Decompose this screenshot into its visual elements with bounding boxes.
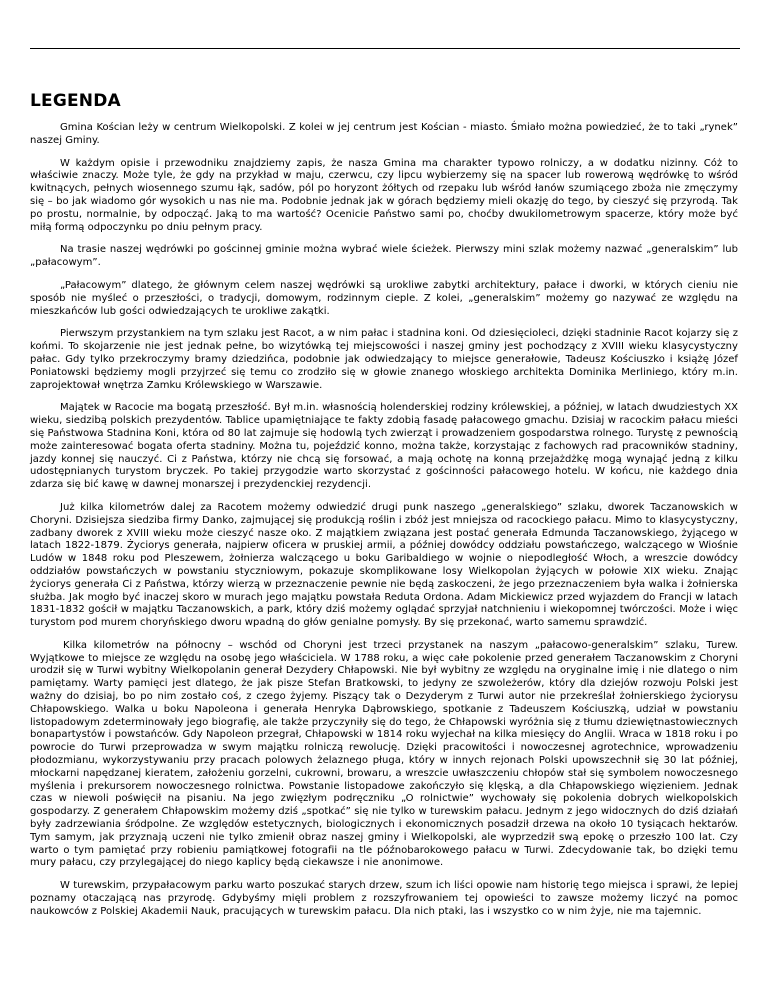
paragraph-8: Kilka kilometrów na północny – wschód od Choryni jest trzeci przystanek na naszym „pałacowo-generalskim” szlaku, Turew. Wyjątkowe to miejsce ze względu na osobę jego właściciela. W 1788 roku, a więc całe pokolenie przed generałem Taczanowskim z Choryni urodził się w Turwi wybitny Wielkopolanin generał Dezydery Chłapowski. Nie był wybitny ze względu na oryginalne imię i nie dlatego o nim pamiętamy. Warty pamięci jest dlatego, że jak pisze Stefan Bratkowski, to jedyny ze szwoleżerów, który dla dziejów rozwoju Polski jest ważny do dzisiaj, bo po nim zostało coś, z czego żyjemy. Piszący tak o Dezyderym z Turwi autor nie przekreślał żołnierskiego życiorysu Chłapowskiego. Walka u boku Napoleona i generała Henryka Dąbrowskiego, spotkanie z Tadeuszem Kościuszką, udział w powstaniu listopadowym zdeterminowały jego biografię, ale także przyczyniły się do tego, że Chłapowski wyróżnia się z tłumu dziewiętnastowiecznych bonapartystów i powstańców. Gdy Napoleon przegrał, Chłapowski w 1814 roku wyjechał na kilka miesięcy do Anglii. Wraca w 1818 roku i po powrocie do Turwi przeprowadza w swym majątku rolniczą rewolucję. Dzięki pracowitości i nowoczesnej agrotechnice, wprowadzeniu płodozmianu, wykorzystywaniu przy pracach polowych żelaznego pługa, który w innych rejonach Polski upowszechnił się 30 lat później, młockarni napędzanej kieratem, założeniu gorzelni, cukrowni, browaru, a wreszcie uwłaszczeniu chłopów stał się symbolem nowoczesnego myślenia i prekursorem nowoczesnego rolnictwa. Powstanie listopadowe zakończyło się klęską, a dla Chłapowskiego więzieniem. Jednak czas w niewoli poświęcił na pisaniu. Na jego zwięzłym podręczniku „O rolnictwie” wychowały się pokolenia dobrych wielkopolskich gospodarzy. Z generałem Chłapowskim możemy dziś „spotkać” się nie tylko w turewskim pałacu. Jednym z jego widocznych do dziś działań były zadrzewiania śródpolne. Ze względów estetycznych, biologicznych i ekonomicznych posadził drzewa na około 10 tysiącach hektarów. Tym samym, jak przyznają uczeni nie tylko zmienił obraz naszej gminy i Wielkopolski, ale wyprzedził swą epokę o przeszło 100 lat. Czy warto o tym pamiętać przy robieniu pamiątkowej fotografii na tle późnobarokowego pałacu w Turwi. Zdecydowanie tak, bo dzięki temu mury pałacu, czy przylegającej do niego kaplicy będą ciekawsze i nie anonimowe. <box>30 639 738 869</box>
paragraph-1: Gmina Kościan leży w centrum Wielkopolski. Z kolei w jej centrum jest Kościan - miasto. Śmiało można powiedzieć, że to taki „rynek” naszej Gminy. <box>30 122 738 146</box>
paragraph-3: Na trasie naszej wędrówki po gościnnej gminie można wybrać wiele ścieżek. Pierwszy mini szlak możemy nazwać „generalskim” lub „pałacowym”. <box>30 244 738 269</box>
document-page <box>30 90 738 929</box>
document-title: LEGENDA <box>30 91 121 111</box>
paragraph-6: Majątek w Racocie ma bogatą przeszłość. Był m.in. własnością holenderskiej rodziny królewskiej, a później, w latach dwudziestych XX wieku, siedzibą polskich prezydentów. Tablice upamiętniające te fakty zdobią fasadę pałacowego gmachu. Dzisiaj w racockim pałacu mieści się Państwowa Stadnina Koni, która od 80 lat zajmuje się hodowlą tych zwierząt i prowadzeniem gospodarstwa rolnego. Turystę z pewnością może zainteresować bogata oferta stadniny. Można tu, pojeździć konno, można także, korzystając z fachowych rad pracowników stadniny, jazdy konnej się nauczyć. Ci z Państwa, którzy nie chcą się forsować, a mają ochotę na konną przejażdżkę mogą wynająć jedną z kilku udostępnianych turystom bryczek. Po takiej przygodzie warto skorzystać z gościnności pałacowego hotelu. W końcu, nie każdego dnia zdarza się bić kawę w dawnej monarszej i prezydenckiej rezydencji. <box>30 402 738 491</box>
paragraph-4: „Pałacowym” dlatego, że głównym celem naszej wędrówki są urokliwe zabytki architektury, pałace i dworki, w których cieniu nie sposób nie myśleć o przeszłości, o tradycji, domowym, rodzinnym cieple. Z kolei, „generalskim” możemy go nazywać ze względu na mieszkańców lub gości odwiedzających te urokliwe zakątki. <box>30 279 738 317</box>
paragraph-2: W każdym opisie i przewodniku znajdziemy zapis, że nasza Gmina ma charakter typowo rolniczy, a w dodatku nizinny. Cóż to właściwie znaczy. Może tyle, że gdy na przykład w maju, czerwcu, czy lipcu wybierzemy się na spacer lub rowerową wędrówkę to wśród kwitnących, pełnych wiosennego szumu łąk, sadów, pól po horyzont żółtych od rzepaku lub wśród łanów szumiącego zboża nie zmęczymy się – bo jak wiadomo gór wysokich u nas nie ma. Podobnie jednak jak w górach będziemy mieli okazję do tego, by cieszyć się przyrodą. Tak po prostu, normalnie, by odpocząć. Jaką to ma wartość? Ocenicie Państwo sami po, choćby dwukilometrowym spacerze, który może być miłą formą odpoczynku po dniu pełnym pracy. <box>30 157 738 233</box>
top-divider <box>30 48 740 49</box>
paragraph-7: Już kilka kilometrów dalej za Racotem możemy odwiedzić drugi punk naszego „generalskiego” szlaku, dworek Taczanowskich w Choryni. Dzisiejsza siedziba firmy Danko, zajmującej się produkcją roślin i zbóż jest mniejsza od racockiego pałacu. Mimo to klasycystyczny, zadbany dworek z XVIII wieku może cieszyć nasze oko. Z majątkiem związana jest postać generała Edmunda Taczanowskiego, żyjącego w latach 1822-1879. Życiorys generała, najpierw oficera w pruskiej armii, a później dowódcy oddziału powstańczego, walczącego w Wiośnie Ludów w 1848 roku pod Pleszewem, żołnierza walczącego u boku Garibaldiego w wojnie o niepodległość Włoch, a wreszcie dowódcy oddziałów powstańczych w powstaniu styczniowym, pokazuje skomplikowane losy Wielkopolan żyjących w połowie XIX wieku. Znając życiorys generała Ci z Państwa, którzy wierzą w przeznaczenie pewnie nie będą zaskoczeni, że jego przeznaczeniem była walka i żołnierska służba. Jak mogło być inaczej skoro w murach jego majątku powstała Reduta Ordona. Adam Mickiewicz przed wyjazdem do Francji w latach 1831-1832 gościł w majątku Taczanowskich, a park, który dziś możemy oglądać sprzyjał natchnieniu i wiekopomnej twórczości. Może i więc turystom pod murem choryńskiego dworu wpadną do głów genialne pomysły. By się przekonać, warto samemu sprawdzić. <box>30 501 738 629</box>
paragraph-5: Pierwszym przystankiem na tym szlaku jest Racot, a w nim pałac i stadnina koni. Od dziesięcioleci, dzięki stadninie Racot kojarzy się z końmi. To skojarzenie nie jest jednak pełne, bo wizytówką tej miejscowości i naszej gminy jest pochodzący z XVIII wieku klasycystyczny pałac. Gdy tylko przekroczymy bramy dziedzińca, podobnie jak odwiedzający to miejsce generałowie, Tadeusz Kościuszko i książę Józef Poniatowski będziemy mogli przyjrzeć się temu co zrodziło się w głowie znanego włoskiego architekta Dominika Merliniego, który m.in. zaprojektował wnętrza Zamku Królewskiego w Warszawie. <box>30 328 738 391</box>
paragraph-9: W turewskim, przypałacowym parku warto poszukać starych drzew, szum ich liści opowie nam historię tego miejsca i sprawi, że lepiej poznamy otaczającą nas przyrodę. Gdybyśmy mięli problem z rozszyfrowaniem tej opowieści to zawsze możemy liczyć na pomoc naukowców z Polskiej Akademii Nauk, pracujących w turewskim pałacu. Dla nich ptaki, las i wszystko co w nim żyje, nie ma tajemnic. <box>30 880 738 917</box>
